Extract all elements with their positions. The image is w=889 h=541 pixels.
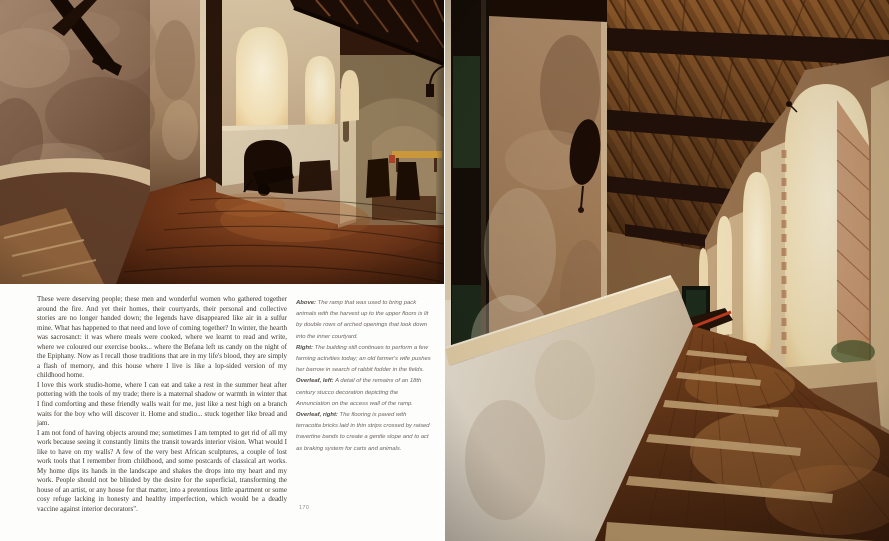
ramp-corridor-illustration — [445, 0, 889, 541]
caption-overleaf-right-text: The flooring is paved with terracotta bricks laid in thin strips crossed by raised travertine bands to create a gentle slope and to act as braking system for carts and animals. — [296, 412, 430, 452]
caption-right-label: Right: — [296, 344, 314, 351]
body-text-column — [37, 295, 287, 515]
vignette — [0, 0, 444, 284]
caption-above-text: The ramp that was used to bring pack animals with the harvest up to the upper floors is lit by double rows of arched openings that look down into the inner courtyard. — [296, 300, 429, 340]
page-number: 170 — [299, 505, 310, 511]
caption-overleaf-right-label: Overleaf, right: — [296, 412, 338, 419]
caption-right-text: The building still continues to perform a few farming activities today; an old farmer's wife pushes her barrow in search of rabbit fodder in the fields. — [296, 344, 431, 374]
body-paragraph-2: I love this work studio-home, where I can eat and take a rest in the summer heat after pottering with the tools of my trade; there is a maternal shadow or warmth in winter that I find comforting and these friendly walls wait for me, just like a nest high on a branch waits for the boy who will discover it. Home and studio... stuck together like bread and jam. — [37, 380, 287, 428]
vignette — [445, 0, 889, 541]
courtyard-ramp-photo — [0, 0, 444, 284]
body-paragraph-3: I am not fond of having objects around me; sometimes I am tempted to get rid of all my work because seeing it constantly limits the transit towards interior vision. What would I like to have on my walls? A few of the very best African sculptures, a couple of lost work tools that I remember from childhood, and some postcards of classical art works. My home dips its hands in the landscape and shakes the drops into my heart and my work. People should not be blinded by the desire for the superficial, transforming the house of an artist, or any house for that matter, into a pretentious little apartment or some cosy refuge lacking in honesty and healthy imperfection, which would be a deadly vaccine against interior decorators". — [37, 428, 287, 514]
caption-above-label: Above: — [296, 300, 316, 306]
ramp-corridor-photo — [445, 0, 889, 541]
caption-above — [296, 298, 432, 343]
caption-overleaf-right — [296, 410, 432, 455]
caption-overleaf-left — [296, 376, 432, 410]
caption-overleaf-left-label: Overleaf, left: — [296, 378, 334, 385]
courtyard-ramp-illustration — [0, 0, 444, 284]
caption-overleaf-left-text: A detail of the remains of an 18th century stucco decoration depicting the Annunciation on the access wall of the ramp. — [296, 378, 422, 407]
caption-column — [296, 298, 432, 455]
body-paragraph-1: These were deserving people; these men and wonderful women who gathered together around the fire. And yet their homes, their courtyards, their personal and collective stories are no longer handed down; the legends have disappeared like air in a sulfur mine. What has happened to that need and love of coming together? In winter, the hearth was sacrosanct: it was where meals were cooked, where we learnt to read and write, where we coloured our exercise books... where the Befana left us candy on the night of the Epiphany. Now as I recall those traditions that are in my life's blood, they are simply a flash of memory, and this house where I live is like a lop-sided version of my childhood home. — [37, 295, 287, 380]
caption-right — [296, 343, 432, 377]
